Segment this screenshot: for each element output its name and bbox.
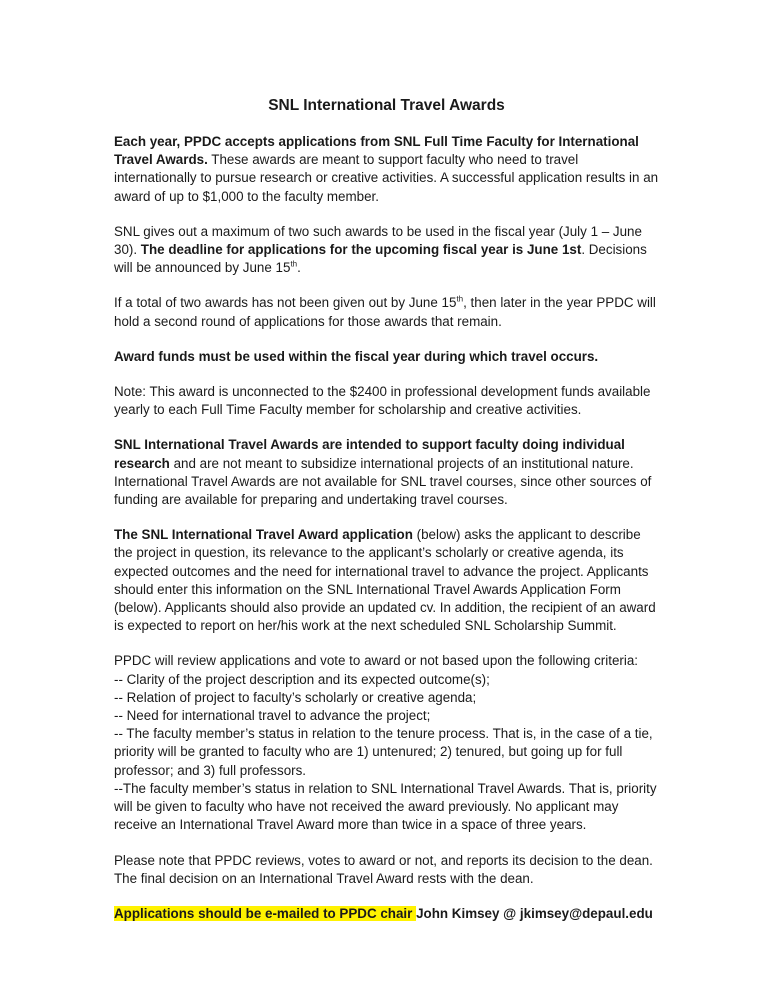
criteria-item: --The faculty member’s status in relation to SNL International Travel Awards. That is, priority will be given to faculty who have not received the award previously. No applicant may receive an International Travel Award more than twice in a space of three years.	[114, 780, 657, 833]
period-text: .	[297, 260, 301, 276]
award-funds-paragraph	[114, 348, 659, 366]
submission-instruction: Applications should be e-mailed to PPDC chair	[114, 905, 417, 921]
award-funds-bold-text: Award funds must be used within the fiscal year during which travel occurs.	[114, 348, 599, 364]
purpose-paragraph	[114, 436, 659, 509]
intro-paragraph	[114, 133, 659, 206]
dean-decision-paragraph: Please note that PPDC reviews, votes to award or not, and reports its decision to the dean. The final decision on an International Travel Award rests with the dean.	[114, 852, 653, 886]
criteria-item: -- Need for international travel to advance the project;	[114, 708, 431, 724]
purpose-bold-text: SNL International Travel Awards are intended to support faculty doing individual research	[114, 437, 625, 471]
document-body	[114, 96, 659, 940]
criteria-section	[114, 652, 659, 834]
ordinal-suffix: th	[290, 259, 298, 269]
awards-limit-text: SNL gives out a maximum of two such awards to be used in the fiscal year (July 1 – June 30).	[114, 223, 642, 258]
criteria-intro: PPDC will review applications and vote to award or not based upon the following criteria:	[114, 653, 639, 669]
criteria-item: -- Relation of project to faculty’s scholarly or creative agenda;	[114, 689, 477, 705]
ordinal-suffix: th	[456, 294, 464, 304]
second-round-paragraph	[114, 294, 659, 330]
note-paragraph: Note: This award is unconnected to the $2400 in professional development funds available yearly to each Full Time Faculty member for scholarship and creative activities.	[114, 384, 651, 418]
application-paragraph	[114, 526, 659, 635]
application-bold-text: The SNL International Travel Award application	[114, 527, 413, 543]
purpose-text: and are not meant to subsidize international projects of an institutional nature. International Travel Awards are not available for SNL travel courses, since other sources of funding are available for preparing and undertaking travel courses.	[114, 455, 652, 508]
awards-limit-paragraph	[114, 223, 659, 278]
contact-email[interactable]: John Kimsey @ jkimsey@depaul.edu	[416, 905, 653, 921]
criteria-item: -- The faculty member’s status in relation to the tenure process. That is, in the case of a tie, priority will be granted to faculty who are 1) untenured; 2) tenured, but going up for full professor; and 3) full professors.	[114, 726, 653, 778]
second-round-text-2: , then later in the year PPDC will hold a second round of applications for those awards that remain.	[114, 295, 656, 329]
criteria-item: -- Clarity of the project description and its expected outcome(s);	[114, 671, 490, 687]
intro-text: These awards are meant to support faculty who need to travel internationally to pursue research or creative activities. A successful application results in an award of up to $1,000 to the faculty member.	[114, 152, 659, 204]
decision-text: . Decisions will be announced by June 15	[114, 242, 647, 276]
deadline-bold-text: The deadline for applications for the upcoming fiscal year is June 1st	[140, 242, 582, 258]
contact-paragraph	[114, 905, 659, 923]
intro-bold-text: Each year, PPDC accepts applications from SNL Full Time Faculty for International Travel Awards.	[114, 134, 639, 168]
page-title: SNL International Travel Awards	[268, 97, 505, 114]
second-round-text-1: If a total of two awards has not been given out by June 15	[114, 295, 457, 311]
application-text: (below) asks the applicant to describe the project in question, its relevance to the applicant’s scholarly or creative agenda, its expected outcomes and the need for international travel to advance the project. Applicants should enter this information on the SNL International Travel Awards Application Form (below). Applicants should also provide an updated cv. In addition, the recipient of an award is expected to report on her/his work at the next scheduled SNL Scholarship Summit.	[114, 527, 656, 634]
